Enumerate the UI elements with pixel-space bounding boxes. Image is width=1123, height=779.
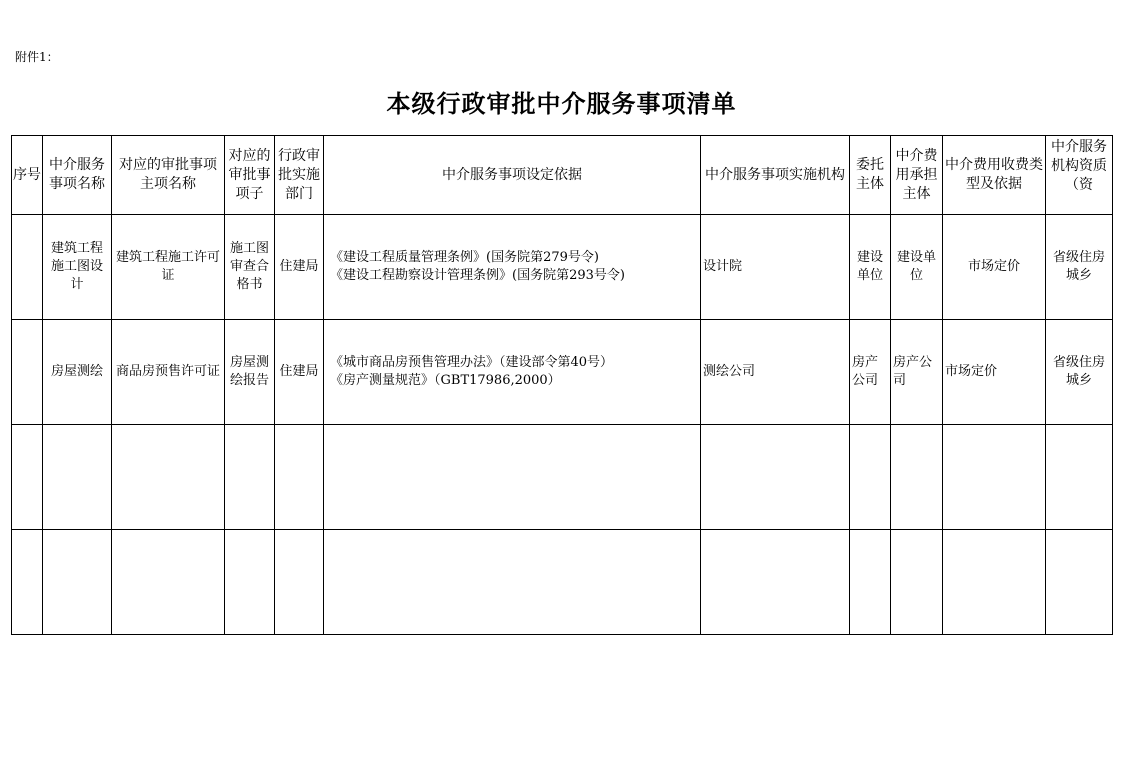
empty-cell	[112, 530, 225, 635]
table-row	[12, 320, 1113, 425]
service-items-table	[11, 135, 1113, 635]
cell-entrusting: 建设单位	[850, 215, 891, 320]
empty-cell	[324, 425, 701, 530]
header-fee-bearer: 中介费用承担主体	[891, 136, 943, 215]
header-seq: 序号	[12, 136, 43, 215]
cell-fee-type: 市场定价	[943, 215, 1046, 320]
cell-seq	[12, 320, 43, 425]
header-qualification: 中介服务机构资质（资	[1046, 136, 1113, 215]
cell-service-name: 房屋测绘	[43, 320, 112, 425]
empty-cell	[275, 425, 324, 530]
basis-line: 《建设工程勘察设计管理条例》(国务院第293号令)	[330, 268, 625, 283]
empty-cell	[275, 530, 324, 635]
empty-cell	[943, 425, 1046, 530]
cell-department: 住建局	[275, 320, 324, 425]
empty-cell	[891, 425, 943, 530]
cell-fee-bearer: 建设单位	[891, 215, 943, 320]
basis-line: 《建设工程质量管理条例》(国务院第279号令)	[330, 250, 599, 265]
cell-seq	[12, 215, 43, 320]
empty-cell	[891, 530, 943, 635]
cell-sub-item: 房屋测绘报告	[225, 320, 275, 425]
empty-cell	[12, 425, 43, 530]
header-basis: 中介服务事项设定依据	[324, 136, 701, 215]
table-header-row	[12, 136, 1113, 215]
empty-cell	[43, 530, 112, 635]
header-agency: 中介服务事项实施机构	[701, 136, 850, 215]
empty-cell	[943, 530, 1046, 635]
empty-cell	[112, 425, 225, 530]
empty-cell	[1046, 530, 1113, 635]
header-fee-type: 中介费用收费类型及依据	[943, 136, 1046, 215]
cell-service-name: 建筑工程施工图设计	[43, 215, 112, 320]
table-row	[12, 215, 1113, 320]
header-service-name: 中介服务事项名称	[43, 136, 112, 215]
basis-line: 《城市商品房预售管理办法》（建设部令第40号）	[330, 355, 614, 370]
header-sub-item: 对应的审批事项子	[225, 136, 275, 215]
cell-basis	[324, 320, 701, 425]
empty-cell	[1046, 425, 1113, 530]
basis-line: 《房产测量规范》（GBT17986,2000）	[330, 373, 561, 388]
cell-main-item: 商品房预售许可证	[112, 320, 225, 425]
cell-sub-item: 施工图审查合格书	[225, 215, 275, 320]
cell-agency: 设计院	[701, 215, 850, 320]
cell-qualification: 省级住房城乡	[1046, 320, 1113, 425]
cell-fee-bearer: 房产公司	[891, 320, 943, 425]
empty-cell	[12, 530, 43, 635]
cell-department: 住建局	[275, 215, 324, 320]
empty-cell	[701, 425, 850, 530]
cell-entrusting: 房产公司	[850, 320, 891, 425]
header-main-item: 对应的审批事项主项名称	[112, 136, 225, 215]
header-entrusting: 委托主体	[850, 136, 891, 215]
empty-cell	[225, 425, 275, 530]
page-title: 本级行政审批中介服务事项清单	[386, 89, 737, 118]
cell-main-item: 建筑工程施工许可证	[112, 215, 225, 320]
cell-qualification: 省级住房城乡	[1046, 215, 1113, 320]
cell-agency: 测绘公司	[701, 320, 850, 425]
cell-fee-type: 市场定价	[943, 320, 1046, 425]
empty-cell	[850, 425, 891, 530]
empty-cell	[324, 530, 701, 635]
empty-cell	[850, 530, 891, 635]
empty-cell	[701, 530, 850, 635]
cell-basis	[324, 215, 701, 320]
header-department: 行政审批实施部门	[275, 136, 324, 215]
table-row-empty	[12, 425, 1113, 530]
empty-cell	[43, 425, 112, 530]
table-row-empty	[12, 530, 1113, 635]
attachment-label: 附件1：	[15, 50, 59, 64]
empty-cell	[225, 530, 275, 635]
